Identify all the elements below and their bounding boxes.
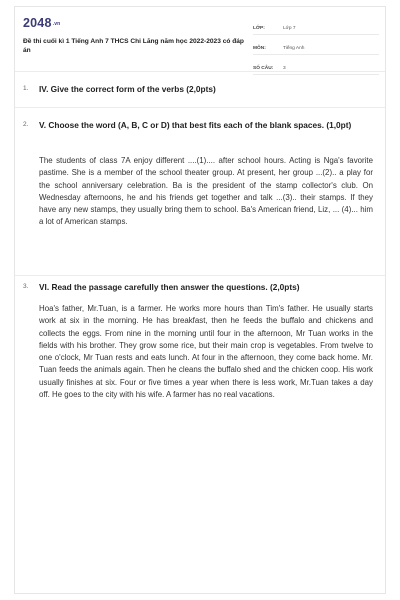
meta-value: 3 <box>283 66 286 71</box>
meta-key: SỐ CÂU: <box>253 66 274 71</box>
meta-key: LỚP: <box>253 26 265 31</box>
question-passage: The students of class 7A enjoy different ....(1).... after school hours. Acting is Nga's favorite pastime. She is a member of the school theater group. At present, her group ...(2).. a play for the school anniversary celebration. Ba is the president of the stamp collector's club. On Wednesday afternoons, he and his friends get together and talk ...(3).. their stamps. If they have any new stamps, they usually bring them to school. Ba's American friend, Liz, ... (4)... him a lot of American stamps. <box>39 156 373 227</box>
document-header <box>15 7 385 69</box>
header-divider <box>15 71 385 72</box>
question-heading: V. Choose the word (A, B, C or D) that best fits each of the blank spaces. (1,0pt) <box>39 120 352 130</box>
meta-row-class <box>253 19 379 35</box>
logo-suffix: .vn <box>52 20 61 27</box>
document-title: Đề thi cuối kì 1 Tiếng Anh 7 THCS Chi Lăng năm học 2022-2023 có đáp án <box>23 38 244 54</box>
question-heading: IV. Give the correct form of the verbs (2,0pts) <box>39 84 216 94</box>
site-logo[interactable] <box>23 16 60 30</box>
meta-key: MÔN: <box>253 46 266 51</box>
document-page <box>14 6 386 594</box>
meta-info <box>253 19 379 79</box>
question-heading: VI. Read the passage carefully then answer the questions. (2,0pts) <box>39 282 300 292</box>
question-separator <box>15 275 385 276</box>
question-number: 1. <box>23 85 29 92</box>
question-passage: Hoa's father, Mr.Tuan, is a farmer. He works more hours than Tim's father. He usually starts work at six in the morning. He has breakfast, then he feeds the buffalo and chickens and collects the eggs. From nine in the morning until four in the afternoon, Mr Tuan works in the fields with his brother. They grow some rice, but their main crop is vegetables. From twelve to one o'clock, Mr Tuan rests and eats lunch. At four in the afternoon, they come back home. Mr. Tuan feeds the animals again. Then he cleans the buffalo shed and the chicken coop. His work usually finishes at six. Four or five times a year when there is less work, Mr.Tuan takes a day off. He goes to the city with his wife. A farmer has no real vacations. <box>39 304 373 400</box>
meta-row-count <box>253 59 379 75</box>
question-separator <box>15 107 385 108</box>
logo-text: 2048 <box>23 16 52 30</box>
question-number: 2. <box>23 121 29 128</box>
meta-value: Lớp 7 <box>283 26 296 31</box>
meta-row-subject <box>253 39 379 55</box>
meta-value: Tiếng Anh <box>283 46 305 51</box>
question-number: 3. <box>23 283 29 290</box>
